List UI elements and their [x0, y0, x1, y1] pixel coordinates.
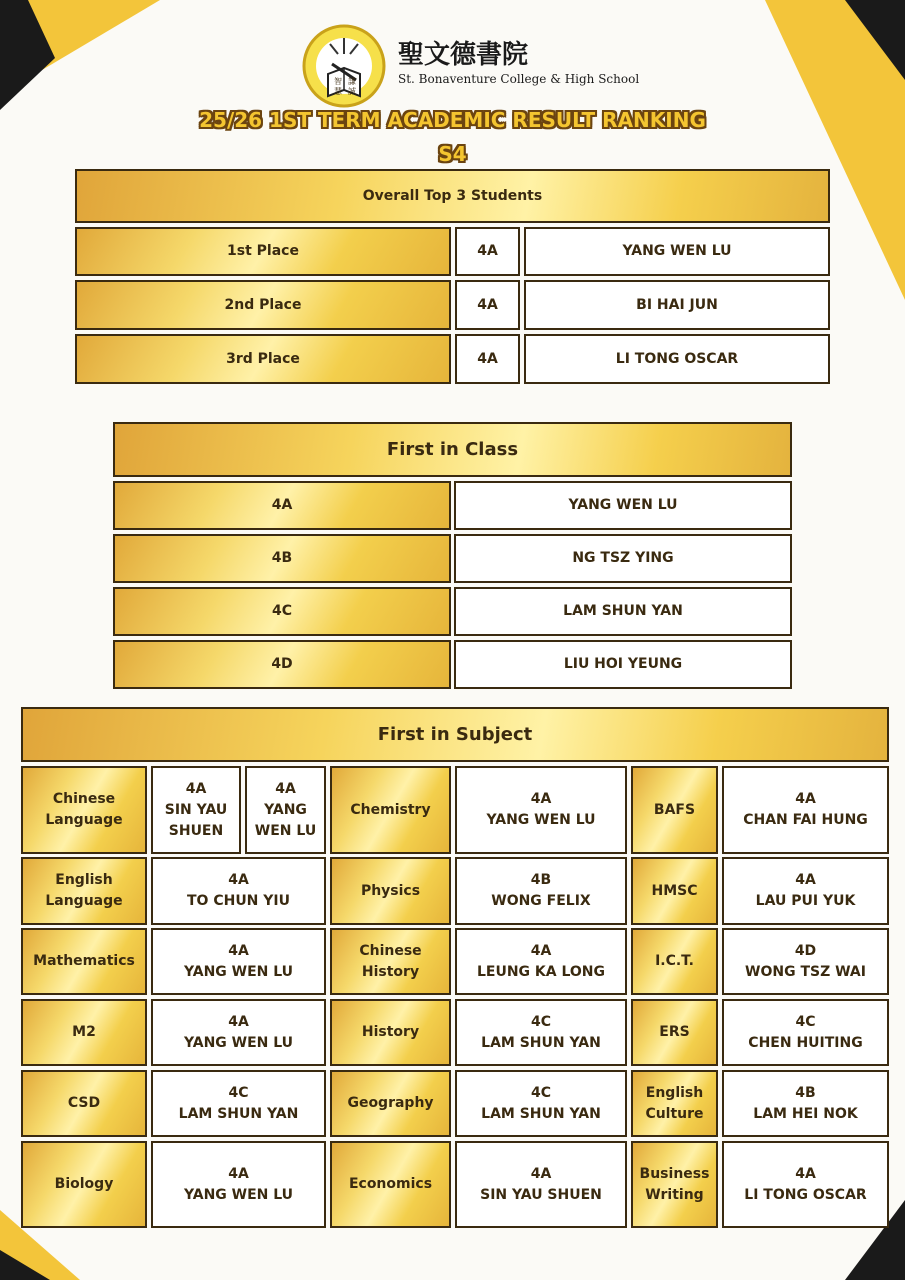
winner-name-line: SHUEN	[168, 822, 224, 839]
winner-class: 4C	[795, 1013, 816, 1030]
subject-label	[21, 999, 147, 1066]
winner-class: 4A	[795, 1165, 816, 1182]
winner-name-line: WEN LU	[254, 822, 317, 839]
subject-name-line: Mathematics	[33, 953, 135, 969]
subject-name-line: ERS	[659, 1024, 690, 1040]
winner-class: 4A	[795, 872, 816, 888]
subject-name-line: Chinese	[52, 791, 116, 807]
subject-name-line: Chemistry	[350, 801, 431, 818]
subject-label	[21, 1070, 147, 1137]
overall-class-1: 4A	[455, 227, 520, 276]
subject-name-line: Geography	[347, 1095, 434, 1111]
logo-char-2: 謙	[348, 77, 356, 86]
subject-winner	[455, 766, 627, 854]
subject-label	[631, 857, 718, 925]
subject-winner	[455, 1141, 627, 1228]
class-top-4a: YANG WEN LU	[454, 481, 792, 530]
subject-name-line: Economics	[348, 1176, 433, 1192]
winner-class: 4A	[228, 1165, 249, 1182]
subject-name-line: History	[361, 1024, 420, 1040]
overall-name-3: LI TONG OSCAR	[524, 334, 830, 384]
winner-class: 4A	[795, 791, 816, 807]
winner-name-line: YANG	[264, 801, 307, 818]
subject-label	[631, 766, 718, 854]
subject-label	[631, 1070, 718, 1137]
subject-label	[21, 766, 147, 854]
logo-char-4: 誠	[348, 87, 356, 96]
overall-class-2: 4A	[455, 280, 520, 330]
first-in-class-header: First in Class	[113, 422, 792, 477]
winner-name: CHEN HUITING	[748, 1034, 863, 1051]
subject-winner	[151, 928, 326, 995]
subject-name-line: Language	[45, 812, 123, 828]
winner-name: YANG WEN LU	[183, 1034, 294, 1051]
winner-name: YANG WEN LU	[183, 963, 294, 980]
subject-winner	[455, 999, 627, 1066]
subject-label	[330, 928, 451, 995]
form-label: S4	[438, 142, 467, 166]
subject-winner	[151, 1070, 326, 1137]
subject-name-line: English	[55, 872, 113, 888]
subject-label	[21, 1141, 147, 1228]
subject-name-line: Chinese	[359, 942, 422, 959]
winner-name: SIN YAU SHUEN	[480, 1186, 602, 1203]
subject-label	[330, 766, 451, 854]
subject-name-line: HMSC	[651, 882, 698, 899]
winner-name: LEUNG KA LONG	[476, 963, 606, 980]
class-label-4a: 4A	[113, 481, 451, 530]
winner-class: 4B	[530, 872, 552, 888]
winner-class: 4A	[275, 780, 296, 797]
subject-winner	[722, 1141, 889, 1228]
subject-winner	[151, 766, 241, 854]
logo-char-3: 慧	[334, 87, 342, 96]
overall-place-1: 1st Place	[75, 227, 451, 276]
subject-name-line: Culture	[645, 1105, 704, 1122]
winner-name: LAM SHUN YAN	[178, 1105, 299, 1122]
class-label-4b: 4B	[113, 534, 451, 583]
winner-class: 4C	[530, 1084, 551, 1101]
subject-name-line: M2	[72, 1024, 96, 1040]
class-top-4c: LAM SHUN YAN	[454, 587, 792, 636]
winner-class: 4A	[228, 1013, 249, 1030]
subject-label	[330, 1141, 451, 1228]
subject-name-line: English	[645, 1084, 704, 1101]
subject-name-line: Language	[45, 893, 123, 909]
winner-name-line: SIN YAU	[164, 801, 228, 818]
winner-name: LAU PUI YUK	[755, 893, 856, 909]
school-chinese-name: 聖文德書院	[398, 40, 529, 70]
first-in-subject-header: First in Subject	[21, 707, 889, 762]
class-label-4d: 4D	[113, 640, 451, 689]
winner-class: 4D	[794, 942, 817, 959]
subject-label	[330, 857, 451, 925]
class-top-4b: NG TSZ YING	[454, 534, 792, 583]
subject-name-line: Business	[639, 1165, 710, 1182]
subject-winner	[722, 1070, 889, 1137]
logo-char-1: 智	[334, 77, 342, 86]
winner-class: 4B	[795, 1084, 816, 1101]
winner-class: 4C	[530, 1013, 551, 1030]
subject-label	[330, 1070, 451, 1137]
subject-winner	[151, 857, 326, 925]
winner-name: LAM SHUN YAN	[481, 1034, 601, 1051]
subject-name-line: Writing	[645, 1186, 704, 1203]
overall-name-1: YANG WEN LU	[524, 227, 830, 276]
winner-class: 4A	[530, 791, 552, 807]
winner-name: YANG WEN LU	[486, 812, 596, 828]
top-left-corner-decoration	[0, 0, 160, 120]
page-title: 25/26 1ST TERM ACADEMIC RESULT RANKING	[199, 108, 706, 132]
school-english-name: St. Bonaventure College & High School	[398, 72, 640, 86]
winner-name: CHAN FAI HUNG	[743, 812, 868, 828]
subject-winner	[245, 766, 326, 854]
subject-winner	[455, 928, 627, 995]
winner-name: LI TONG OSCAR	[744, 1186, 867, 1203]
winner-name: TO CHUN YIU	[187, 893, 290, 909]
winner-name: YANG WEN LU	[183, 1186, 294, 1203]
winner-class: 4C	[228, 1084, 249, 1101]
subject-label	[21, 928, 147, 995]
subject-label	[21, 857, 147, 925]
subject-winner	[722, 928, 889, 995]
subject-name-line: BAFS	[653, 801, 696, 818]
winner-class: 4A	[530, 942, 552, 959]
winner-name: WONG TSZ WAI	[745, 963, 866, 980]
winner-class: 4A	[228, 872, 249, 888]
class-label-4c: 4C	[113, 587, 451, 636]
subject-name-line: I.C.T.	[655, 953, 694, 969]
winner-name: LAM HEI NOK	[753, 1105, 858, 1122]
overall-name-2: BI HAI JUN	[524, 280, 830, 330]
overall-class-3: 4A	[455, 334, 520, 384]
subject-name-line: History	[361, 963, 420, 980]
subject-name-line: Physics	[360, 882, 421, 899]
class-top-4d: LIU HOI YEUNG	[454, 640, 792, 689]
subject-name-line: CSD	[67, 1095, 101, 1111]
subject-winner	[151, 1141, 326, 1228]
subject-winner	[722, 857, 889, 925]
overall-place-2: 2nd Place	[75, 280, 451, 330]
subject-winner	[722, 766, 889, 854]
subject-winner	[722, 999, 889, 1066]
winner-name: LAM SHUN YAN	[481, 1105, 601, 1122]
subject-label	[631, 999, 718, 1066]
winner-class: 4A	[185, 780, 207, 797]
winner-class: 4A	[228, 942, 249, 959]
overall-place-3: 3rd Place	[75, 334, 451, 384]
subject-label	[330, 999, 451, 1066]
subject-label	[631, 1141, 718, 1228]
subject-name-line: Biology	[54, 1176, 114, 1192]
overall-top3-header: Overall Top 3 Students	[75, 169, 830, 223]
winner-class: 4A	[530, 1165, 552, 1182]
subject-label	[631, 928, 718, 995]
subject-winner	[455, 857, 627, 925]
winner-name: WONG FELIX	[491, 893, 591, 909]
subject-winner	[151, 999, 326, 1066]
school-logo	[302, 24, 394, 110]
subject-winner	[455, 1070, 627, 1137]
